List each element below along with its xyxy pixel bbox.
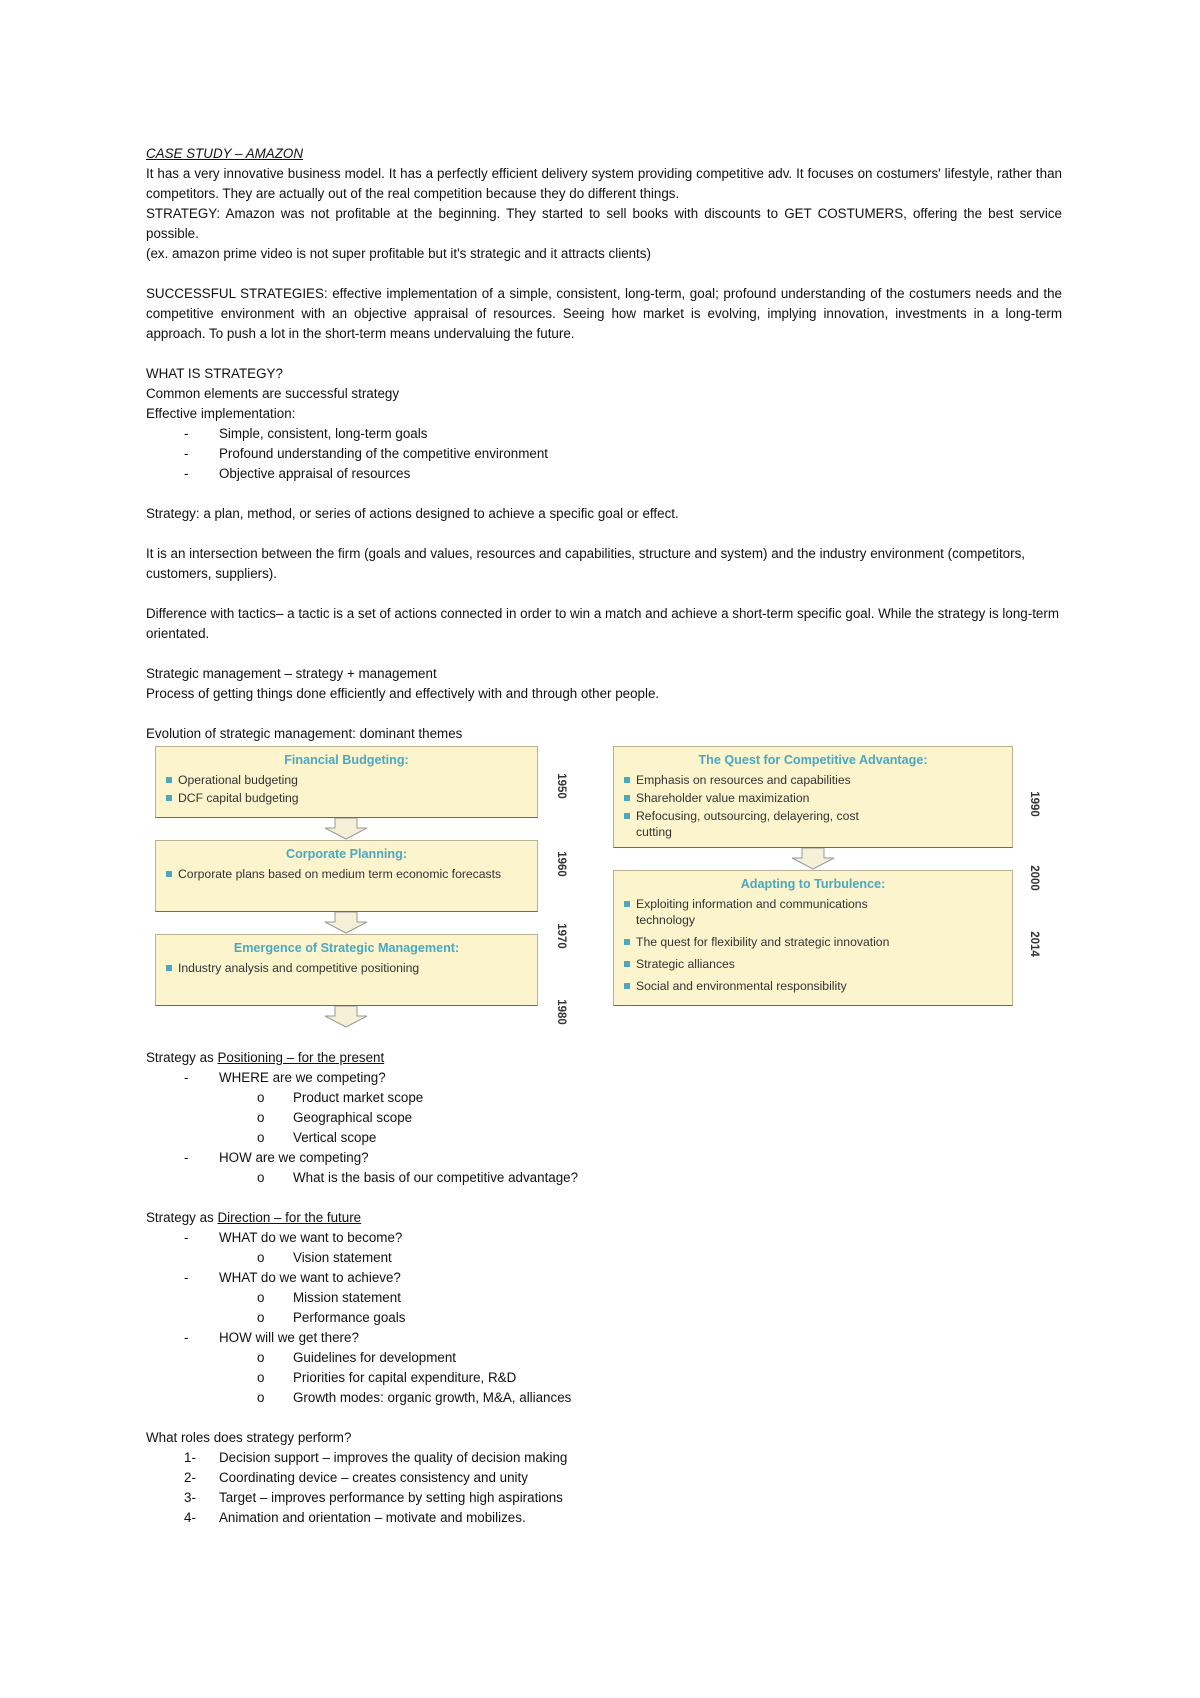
list-item: 4- Animation and orientation – motivate and mobilizes. — [184, 1510, 526, 1525]
list-item: 1- Decision support – improves the quality of decision making — [184, 1450, 568, 1465]
bullet-icon — [624, 961, 630, 967]
positioning-sublist — [146, 1168, 1062, 1188]
bullet-icon — [166, 795, 172, 801]
list-item: o Performance goals — [257, 1310, 406, 1325]
list-item: Corporate plans based on medium term economic forecasts — [164, 866, 529, 882]
list-item: Strategic alliances — [622, 956, 1004, 972]
list-item: o Growth modes: organic growth, M&A, alliances — [257, 1390, 572, 1405]
list-item: - WHAT do we want to become? — [184, 1230, 403, 1245]
year-label: 1960 — [555, 851, 567, 877]
evolution-label: Evolution of strategic management: dominant themes — [146, 726, 463, 741]
bullet-icon — [166, 777, 172, 783]
list-item: o What is the basis of our competitive advantage? — [257, 1170, 579, 1185]
down-arrow-icon — [323, 1006, 369, 1028]
list-item: o Priorities for capital expenditure, R&D — [257, 1370, 517, 1385]
year-label: 1950 — [555, 773, 567, 799]
bullet-icon — [624, 795, 630, 801]
down-arrow-icon — [323, 818, 369, 840]
year-label: 1970 — [555, 923, 567, 949]
list-item: Social and environmental responsibility — [622, 978, 1004, 994]
list-item: o Vertical scope — [257, 1130, 377, 1145]
list-item: o Mission statement — [257, 1290, 401, 1305]
year-label: 2000 — [1028, 865, 1040, 891]
positioning-heading: Strategy as Positioning – for the present — [146, 1050, 385, 1065]
year-label: 1980 — [555, 999, 567, 1025]
positioning-sublist — [146, 1088, 1062, 1148]
case-paragraph-3: (ex. amazon prime video is not super profitable but it's strategic and it attracts clients) — [146, 246, 651, 261]
case-paragraph-1: It has a very innovative business model. It has a perfectly efficient delivery system providing competitive adv. It focuses on costumers' lifestyle, rather than competitors. They are actually out of the real competition because they do different things. — [146, 166, 1062, 201]
list-item: 3- Target – improves performance by setting high aspirations — [184, 1490, 563, 1505]
list-item: DCF capital budgeting — [164, 790, 529, 806]
direction-sublist — [146, 1348, 1062, 1408]
year-label: 2014 — [1028, 931, 1040, 957]
down-arrow-icon — [790, 848, 836, 870]
competitive-advantage-box: The Quest for Competitive Advantage: Emphasis on resources and capabilities Shareholder value maximization Refocusing, outsourcing, delayering, cost cutting — [613, 746, 1013, 848]
direction-heading: Strategy as Direction – for the future — [146, 1210, 362, 1225]
list-item: Industry analysis and competitive positioning — [164, 960, 529, 976]
bullet-icon — [624, 777, 630, 783]
direction-list — [146, 1328, 1062, 1348]
year-label: 1990 — [1028, 791, 1040, 817]
bullet-icon — [624, 813, 630, 819]
list-item: o Vision statement — [257, 1250, 392, 1265]
bullet-icon — [624, 901, 630, 907]
list-item: - HOW will we get there? — [184, 1330, 359, 1345]
list-item: o Guidelines for development — [257, 1350, 457, 1365]
list-item: Operational budgeting — [164, 772, 529, 788]
list-item: - Simple, consistent, long-term goals — [184, 426, 428, 441]
successful-strategies-paragraph: SUCCESSFUL STRATEGIES: effective implementation of a simple, consistent, long-term, goal; profound understanding of the costumers needs and the competitive environment with an objective appraisal of resources. Seeing how market is evolving, implying innovation, investments in a long-term approach. To push a lot in the short-term means undervaluing the future. — [146, 286, 1062, 341]
direction-list — [146, 1228, 1062, 1248]
adapting-turbulence-box: Adapting to Turbulence: Exploiting information and communications technology The quest for flexibility and strategic innovation Strategic alliances Social and environmental responsibility — [613, 870, 1013, 1006]
list-item: - Profound understanding of the competitive environment — [184, 446, 549, 461]
positioning-list — [146, 1148, 1062, 1168]
financial-budgeting-box: Financial Budgeting: Operational budgeting DCF capital budgeting — [155, 746, 538, 818]
positioning-list — [146, 1068, 1062, 1088]
bullet-icon — [166, 965, 172, 971]
direction-sublist — [146, 1288, 1062, 1328]
roles-heading: What roles does strategy perform? — [146, 1430, 352, 1445]
common-elements-line: Common elements are successful strategy — [146, 386, 400, 401]
strategy-definition: Strategy: a plan, method, or series of actions designed to achieve a specific goal or effect. — [146, 506, 679, 521]
list-item: - WHAT do we want to achieve? — [184, 1270, 401, 1285]
direction-sublist — [146, 1248, 1062, 1268]
corporate-planning-box: Corporate Planning: Corporate plans based on medium term economic forecasts — [155, 840, 538, 912]
effective-implementation-line: Effective implementation: — [146, 406, 296, 421]
list-item: - HOW are we competing? — [184, 1150, 369, 1165]
what-is-strategy-heading: WHAT IS STRATEGY? — [146, 366, 283, 381]
list-item: o Geographical scope — [257, 1110, 413, 1125]
bullet-icon — [166, 871, 172, 877]
list-item: Emphasis on resources and capabilities — [622, 772, 1004, 788]
strategic-management-line: Strategic management – strategy + management — [146, 666, 437, 681]
list-item: 2- Coordinating device – creates consistency and unity — [184, 1470, 528, 1485]
tactics-paragraph: Difference with tactics– a tactic is a set of actions connected in order to win a match and achieve a short-term specific goal. While the strategy is long-term orientated. — [146, 606, 1059, 641]
list-item: Exploiting information and communications technology — [622, 896, 1004, 928]
document-body — [146, 144, 1062, 1528]
case-paragraph-2: STRATEGY: Amazon was not profitable at the beginning. They started to sell books with discounts to GET COSTUMERS, offering the best service possible. — [146, 206, 1062, 241]
list-item: o Product market scope — [257, 1090, 424, 1105]
down-arrow-icon — [323, 912, 369, 934]
roles-list — [146, 1448, 1062, 1528]
bullet-icon — [624, 939, 630, 945]
direction-list — [146, 1268, 1062, 1288]
strategic-management-process: Process of getting things done efficiently and effectively with and through other people. — [146, 686, 660, 701]
bullet-icon — [624, 983, 630, 989]
intersection-paragraph: It is an intersection between the firm (goals and values, resources and capabilities, structure and system) and the industry environment (competitors, customers, suppliers). — [146, 546, 1026, 581]
case-study-title: CASE STUDY – AMAZON — [146, 146, 303, 161]
list-item: Shareholder value maximization — [622, 790, 1004, 806]
evolution-diagram — [146, 746, 1062, 1046]
list-item: - WHERE are we competing? — [184, 1070, 386, 1085]
list-item: The quest for flexibility and strategic innovation — [622, 934, 1004, 950]
effective-implementation-list — [146, 424, 1062, 484]
list-item: - Objective appraisal of resources — [184, 466, 411, 481]
strategic-management-box: Emergence of Strategic Management: Industry analysis and competitive positioning — [155, 934, 538, 1006]
list-item: Refocusing, outsourcing, delayering, cost cutting — [622, 808, 1004, 840]
